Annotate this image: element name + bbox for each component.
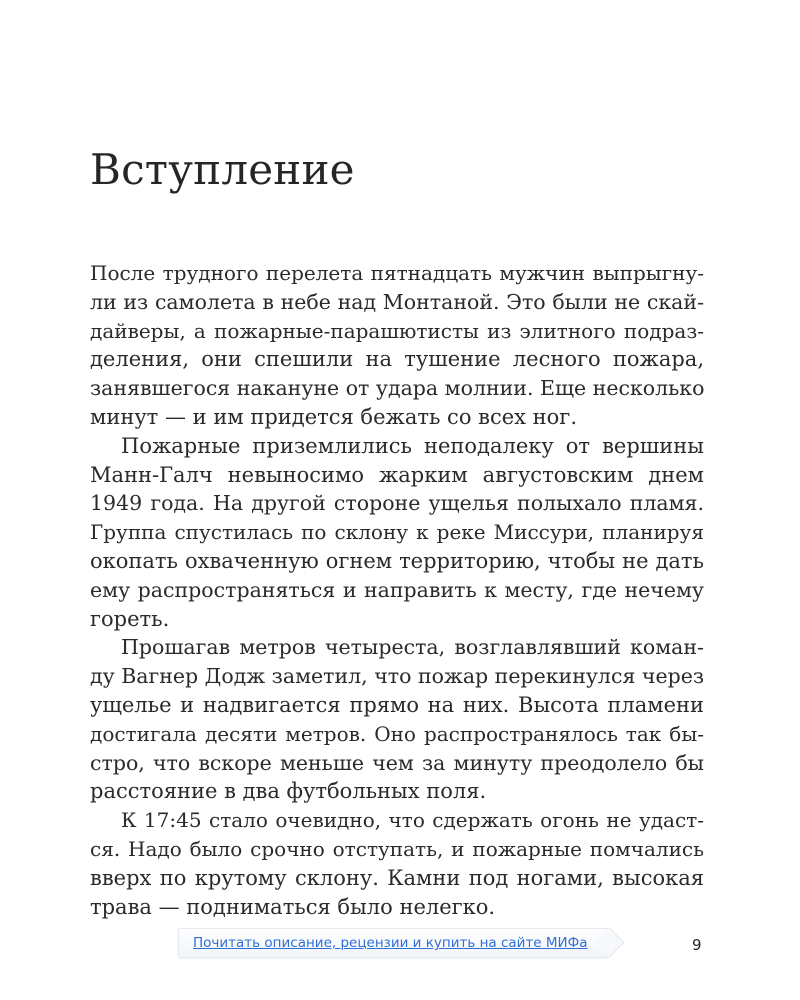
store-link-banner[interactable] [178,928,609,958]
text-line: деления, они спешили на тушение лесного пожара, [90,347,704,372]
text-line: ущелье и надвигается прямо на них. Высота пламени [90,692,704,717]
text-line: К 17:45 стало очевидно, что сдержать огонь не удаст- [121,808,704,833]
text-line: расстояние в два футбольных поля. [90,779,487,804]
text-line: ду Вагнер Додж заметил, что пожар перекинулся через [90,664,705,689]
text-line: гореть. [90,606,170,631]
text-line: вверх по крутому склону. Камни под ногами, высокая [90,865,704,890]
text-line: Манн-Галч невыносимо жарким августовским днем [90,462,704,487]
chapter-title: Вступление [90,145,355,194]
text-line: достигала десяти метров. Оно распространялось так бы- [90,721,704,746]
text-line: Группа спустилась по склону к реке Миссури, планируя [90,520,704,545]
store-link-text[interactable]: Почитать описание, рецензии и купить на сайте МИФа [193,935,588,951]
text-line: трава — подниматься было нелегко. [90,894,496,919]
chapter-body [90,259,704,921]
text-line: минут — и им придется бежать со всех ног. [90,404,577,429]
page-number: 9 [692,936,702,954]
text-line: После трудного перелета пятнадцать мужчин выпрыгну- [90,261,704,285]
text-line: стро, что вскоре меньше чем за минуту преодолело бы [90,750,704,775]
text-line: ся. Надо было срочно отступать, и пожарные помчались [90,836,704,861]
text-line: окопать охваченную огнем территорию, чтобы не дать [90,548,704,573]
text-line: дайверы, а пожарные-парашютисты из элитного подраз- [90,318,704,343]
text-line: Пожарные приземлились неподалеку от вершины [121,433,704,458]
text-line: ли из самолета в небе над Монтаной. Это были не скай- [90,289,704,314]
text-line: ему распространяться и направить к месту, где нечему [90,577,704,602]
text-line: Прошагав метров четыреста, возглавлявший коман- [121,635,704,660]
text-line: 1949 года. На другой стороне ущелья полыхало пламя. [90,491,704,516]
text-line: занявшегося накануне от удара молнии. Еще несколько [90,376,705,401]
